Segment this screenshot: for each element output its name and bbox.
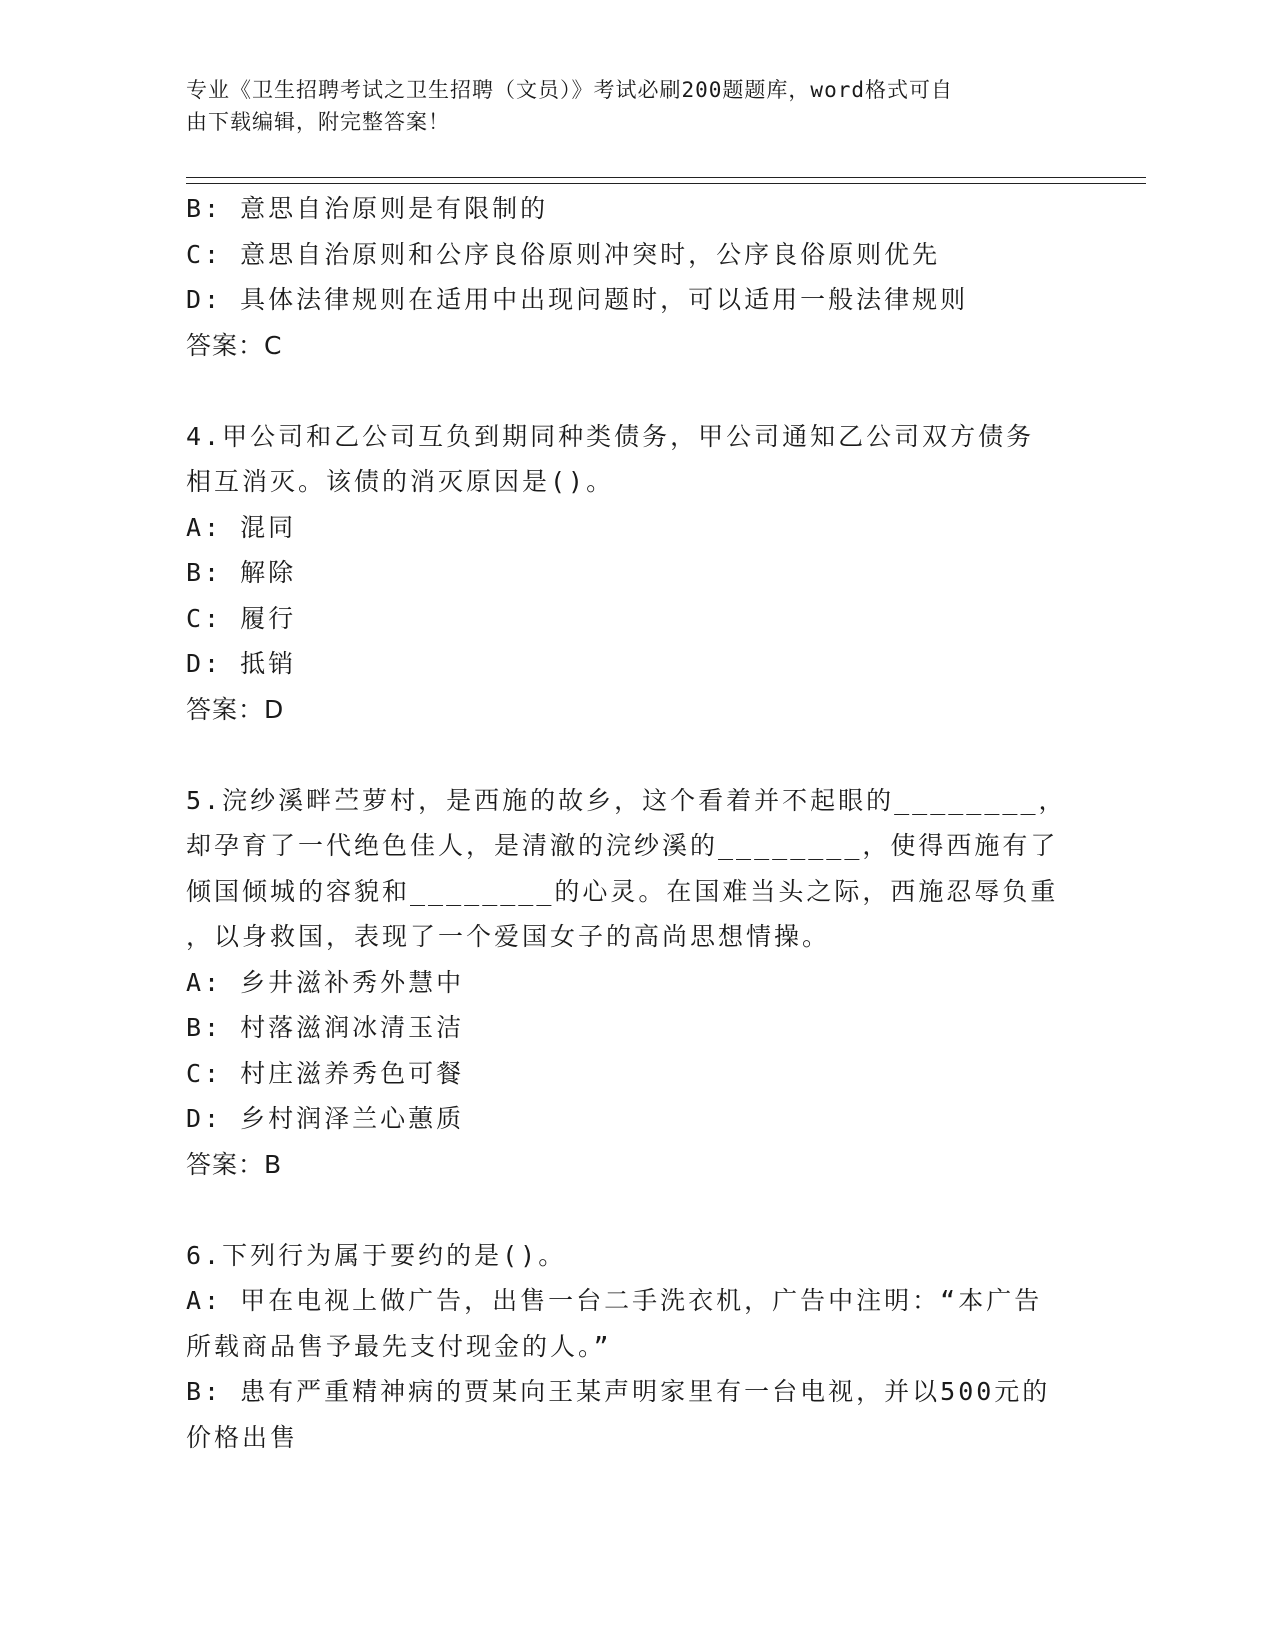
- option-d: D: 乡村润泽兰心蕙质: [186, 1104, 465, 1133]
- option-c: C: 村庄滋养秀色可餐: [186, 1058, 465, 1088]
- question-stem: ，以身救国，表现了一个爱国女子的高尚思想情操。: [186, 922, 831, 951]
- answer: 答案：C: [186, 330, 283, 360]
- page-header: [186, 74, 1066, 138]
- header-rule-bottom: [186, 183, 1146, 184]
- option-a: A: 混同: [186, 512, 297, 542]
- question-content: [186, 186, 1086, 1460]
- option-b-cont: 价格出售: [186, 1422, 299, 1452]
- option-d: D: 具体法律规则在适用中出现问题时，可以适用一般法律规则: [186, 285, 969, 314]
- option-a: A: 甲在电视上做广告，出售一台二手洗衣机，广告中注明：“本广告: [186, 1286, 1043, 1315]
- question-stem: 6.下列行为属于要约的是()。: [186, 1240, 567, 1270]
- option-a-cont: 所载商品售予最先支付现金的人。”: [186, 1331, 612, 1361]
- question-5: [186, 778, 1086, 1188]
- question-stem: 相互消灭。该债的消灭原因是()。: [186, 467, 615, 496]
- option-b: B: 意思自治原则是有限制的: [186, 194, 549, 223]
- question-stem: 倾国倾城的容貌和________的心灵。在国难当头之际，西施忍辱负重: [186, 876, 1059, 906]
- header-line-2: 由下载编辑，附完整答案！: [186, 110, 450, 134]
- option-a: A: 乡井滋补秀外慧中: [186, 967, 465, 997]
- option-c: C: 履行: [186, 603, 297, 633]
- option-b: B: 患有严重精神病的贾某向王某声明家里有一台电视，并以500元的: [186, 1377, 1051, 1406]
- answer: 答案：D: [186, 694, 285, 724]
- option-b: B: 解除: [186, 558, 297, 587]
- question-stem: 却孕育了一代绝色佳人，是清澈的浣纱溪的________，使得西施有了: [186, 831, 1059, 860]
- option-b: B: 村落滋润冰清玉洁: [186, 1013, 465, 1042]
- prev-question-block: [186, 186, 1086, 368]
- header-rule-top: [186, 177, 1146, 178]
- question-stem: 4.甲公司和乙公司互负到期同种类债务，甲公司通知乙公司双方债务: [186, 421, 1035, 451]
- question-stem: 5.浣纱溪畔苎萝村，是西施的故乡，这个看着并不起眼的________，: [186, 785, 1067, 815]
- question-6: [186, 1233, 1086, 1461]
- header-line-1: 专业《卫生招聘考试之卫生招聘（文员）》考试必刷200题题库，word格式可自: [186, 78, 953, 102]
- answer: 答案：B: [186, 1149, 283, 1179]
- question-4: [186, 414, 1086, 733]
- option-c: C: 意思自治原则和公序良俗原则冲突时，公序良俗原则优先: [186, 239, 941, 269]
- option-d: D: 抵销: [186, 649, 297, 678]
